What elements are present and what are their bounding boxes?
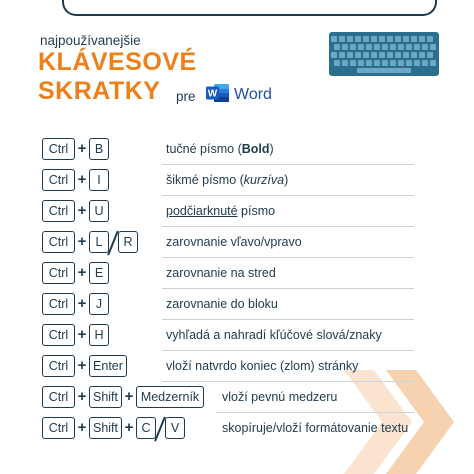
keycap: Ctrl — [42, 169, 75, 191]
description-example: podčiarknuté — [166, 204, 238, 218]
shortcut-description — [222, 390, 337, 404]
pre-label: pre — [176, 89, 196, 104]
key-plus: + — [77, 140, 87, 157]
key-plus: + — [77, 357, 87, 374]
keycap: Ctrl — [42, 262, 75, 284]
description-example: Bold — [241, 142, 270, 156]
keycap: Ctrl — [42, 355, 75, 377]
word-logo-letter: W — [207, 88, 218, 100]
key-plus: + — [77, 419, 87, 436]
description-text: vloží natvrdo koniec (zlom) stránky — [166, 359, 359, 373]
shortcut-description — [222, 421, 408, 435]
keycap: I — [89, 169, 109, 191]
shortcut-row — [0, 227, 474, 258]
keycap: Shift — [89, 417, 122, 439]
shortcut-row — [0, 289, 474, 320]
keycap: Ctrl — [42, 200, 75, 222]
shortcut-description — [166, 204, 275, 218]
key-plus: + — [77, 326, 87, 343]
description-text: zarovnanie vľavo/vpravo — [166, 235, 302, 249]
keycap: Ctrl — [42, 138, 75, 160]
keycap: B — [89, 138, 109, 160]
keycap: R — [118, 231, 138, 253]
kicker-text: najpoužívanejšie — [40, 33, 141, 48]
description-example: kurzíva — [243, 173, 285, 187]
keycap: E — [89, 262, 109, 284]
shortcut-description — [166, 142, 274, 156]
key-plus: + — [77, 171, 87, 188]
keycap: Enter — [89, 355, 127, 377]
keycap: Ctrl — [42, 293, 75, 315]
keycap: Ctrl — [42, 324, 75, 346]
word-logo-icon — [206, 83, 230, 103]
shortcut-description — [166, 173, 288, 187]
shortcut-row — [0, 134, 474, 165]
description-text: vyhľadá a nahradí kľúčové slová/znaky — [166, 328, 382, 342]
key-plus: + — [77, 388, 87, 405]
shortcut-description — [166, 328, 382, 342]
shortcut-description — [166, 297, 278, 311]
description-text: šikmé písmo ( — [166, 173, 244, 187]
keycap: C — [136, 417, 156, 439]
key-plus: + — [77, 202, 87, 219]
description-text: zarovnanie na stred — [166, 266, 276, 280]
keycap: V — [165, 417, 185, 439]
keycap: J — [89, 293, 109, 315]
keycap: Medzerník — [136, 386, 204, 408]
keycap: Shift — [89, 386, 122, 408]
keycap: U — [89, 200, 109, 222]
description-text: zarovnanie do bloku — [166, 297, 278, 311]
shortcut-description — [166, 359, 358, 373]
key-plus: + — [77, 233, 87, 250]
keycap: L — [89, 231, 109, 253]
key-plus: + — [124, 419, 134, 436]
keycap: H — [89, 324, 109, 346]
keycap: Ctrl — [42, 417, 75, 439]
keycap: Ctrl — [42, 231, 75, 253]
shortcut-row — [0, 196, 474, 227]
app-name: Word — [234, 86, 272, 103]
description-text: tučné písmo ( — [166, 142, 242, 156]
shortcut-row — [0, 413, 474, 444]
page-title-line2: SKRATKY — [38, 77, 161, 105]
shortcut-row — [0, 258, 474, 289]
description-text: vloží pevnú medzeru — [222, 390, 338, 404]
description-text: ) — [284, 173, 289, 187]
description-text: skopíruje/vloží formátovanie textu — [222, 421, 409, 435]
shortcut-description — [166, 235, 302, 249]
top-frame-decoration — [62, 0, 437, 16]
shortcut-row — [0, 320, 474, 351]
shortcut-description — [166, 266, 276, 280]
description-text: písmo — [237, 204, 276, 218]
key-plus: + — [124, 388, 134, 405]
shortcut-row — [0, 382, 474, 413]
keycap: Ctrl — [42, 386, 75, 408]
description-text: ) — [269, 142, 274, 156]
page-title-line1: KLÁVESOVÉ — [38, 48, 197, 76]
shortcut-row — [0, 165, 474, 196]
keyboard-icon — [329, 32, 439, 76]
shortcut-row — [0, 351, 474, 382]
key-plus: + — [77, 264, 87, 281]
key-plus: + — [77, 295, 87, 312]
